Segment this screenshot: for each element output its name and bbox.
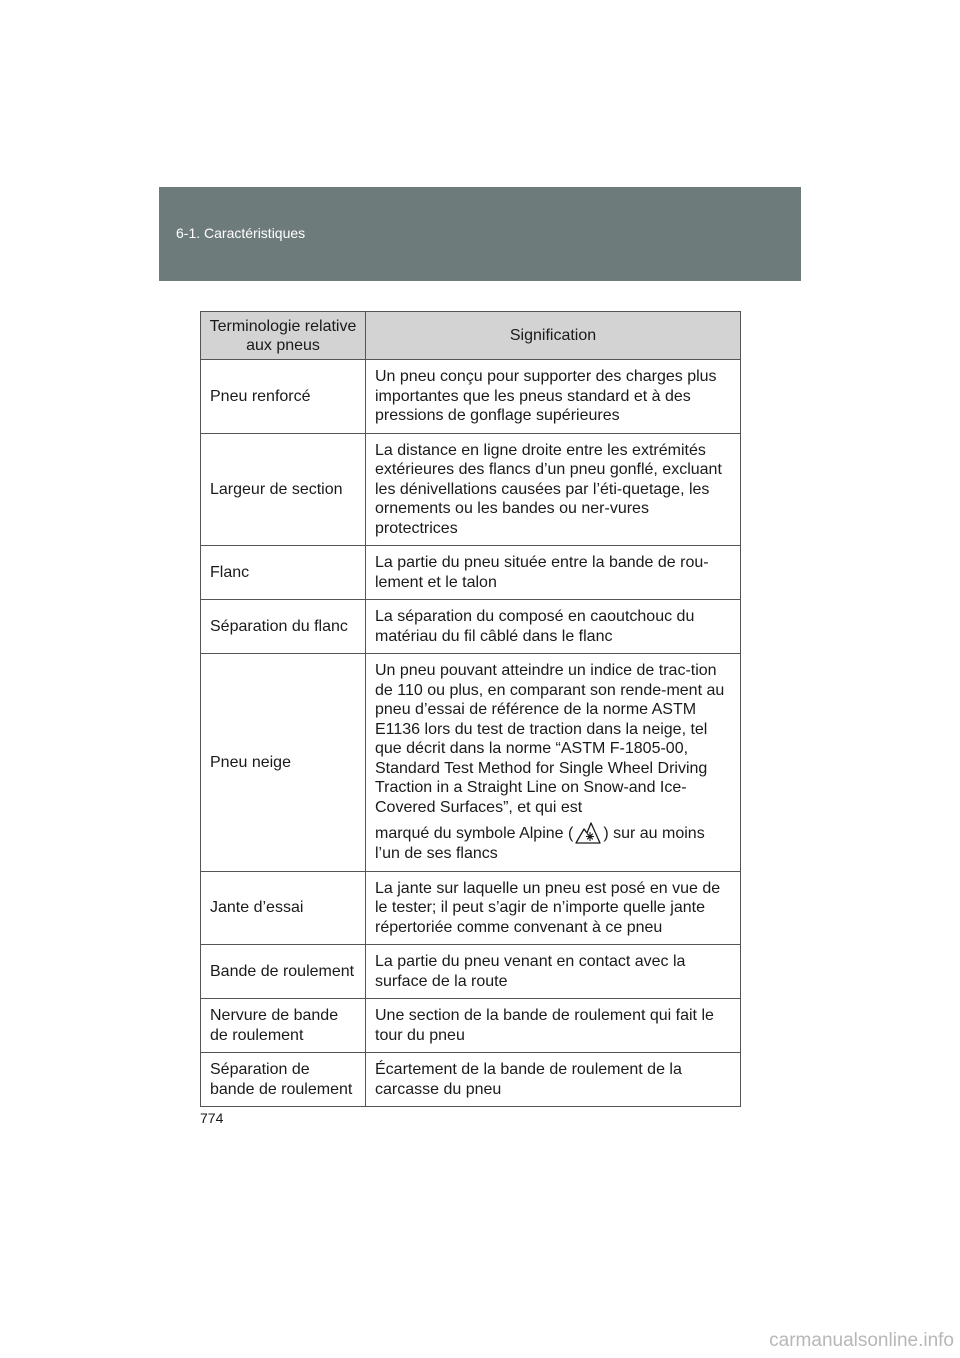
meaning-cell: Une section de la bande de roulement qui fait le tour du pneu <box>366 999 741 1053</box>
term-cell: Jante d’essai <box>201 871 366 945</box>
meaning-text-before-symbol: marqué du symbole Alpine ( <box>375 825 574 842</box>
meaning-text-after-symbol: ) sur au moins <box>603 825 705 842</box>
section-header-band <box>159 187 801 281</box>
meaning-text-end: l’un de ses flancs <box>375 845 498 862</box>
meaning-cell: La séparation du composé en caoutchouc du matériau du fil câblé dans le flanc <box>366 600 741 654</box>
column-header-meaning: Signification <box>366 312 741 360</box>
term-cell: Séparation de bande de roulement <box>201 1053 366 1107</box>
table-row <box>201 360 741 434</box>
term-cell: Séparation du flanc <box>201 600 366 654</box>
table-row <box>201 600 741 654</box>
alpine-symbol-line <box>375 820 731 844</box>
term-cell: Nervure de bande de roulement <box>201 999 366 1053</box>
meaning-cell: La distance en ligne droite entre les extrémités extérieures des flancs d’un pneu gonflé, excluant les dénivellations causées par l’éti-quetage, les ornements ou les bandes ou ner-vures protectrices <box>366 433 741 546</box>
column-header-term: Terminologie relative aux pneus <box>201 312 366 360</box>
term-cell: Pneu neige <box>201 654 366 872</box>
meaning-text: Un pneu pouvant atteindre un indice de trac-tion de 110 ou plus, en comparant son rende-ment au pneu d’essai de référence de la norme ASTM E1136 lors du test de traction dans la neige, tel que décrit dans la norme “ASTM F-1805-00, Standard Test Method for Single Wheel Driving Traction in a Straight Line on Snow-and Ice-Covered Surfaces”, et qui est <box>375 662 725 816</box>
meaning-cell <box>366 654 741 872</box>
term-cell: Flanc <box>201 546 366 600</box>
table-row <box>201 945 741 999</box>
meaning-cell: La partie du pneu située entre la bande de rou-lement et le talon <box>366 546 741 600</box>
table-row <box>201 999 741 1053</box>
term-cell: Largeur de section <box>201 433 366 546</box>
alpine-mountain-snowflake-icon <box>575 820 601 844</box>
term-cell: Bande de roulement <box>201 945 366 999</box>
meaning-cell: Un pneu conçu pour supporter des charges plus importantes que les pneus standard et à des pressions de gonflage supérieures <box>366 360 741 434</box>
table-row <box>201 546 741 600</box>
table-row <box>201 1053 741 1107</box>
table-row <box>201 433 741 546</box>
tire-terminology-table <box>200 311 741 1107</box>
meaning-cell: La partie du pneu venant en contact avec la surface de la route <box>366 945 741 999</box>
meaning-cell: Écartement de la bande de roulement de la carcasse du pneu <box>366 1053 741 1107</box>
section-title: 6-1. Caractéristiques <box>176 225 306 241</box>
table-row <box>201 871 741 945</box>
page-number: 774 <box>200 1110 224 1126</box>
meaning-cell: La jante sur laquelle un pneu est posé en vue de le tester; il peut s’agir de n’importe quelle jante répertoriée comme convenant à ce pneu <box>366 871 741 945</box>
table-row <box>201 654 741 872</box>
table-header-row <box>201 312 741 360</box>
term-cell: Pneu renforcé <box>201 360 366 434</box>
watermark: carmanualsonline.info <box>769 1330 954 1351</box>
